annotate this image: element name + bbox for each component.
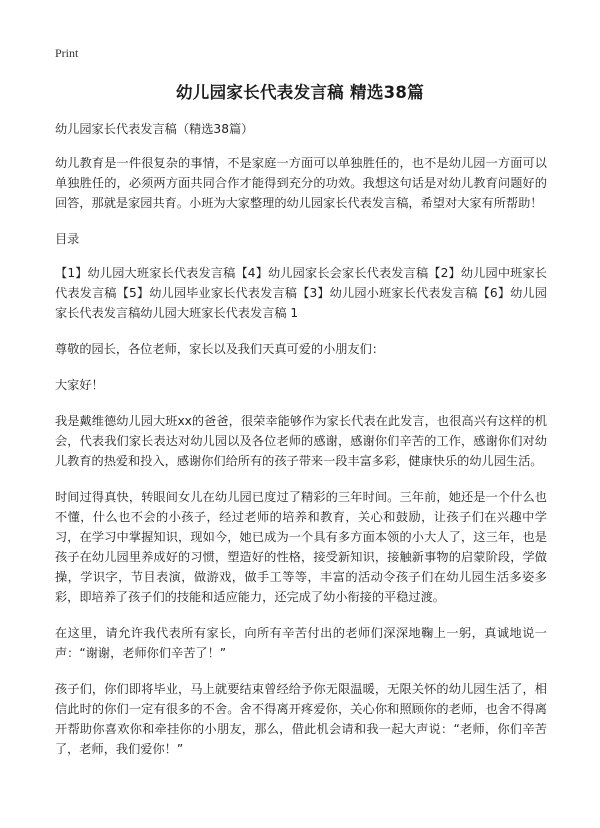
print-link[interactable]: Print — [55, 46, 79, 60]
body-paragraph-2: 时间过得真快，转眼间女儿在幼儿园已度过了精彩的三年时间。三年前，她还是一个什么也不懂，什么也不会的小孩子，经过老师的培养和教育，关心和鼓励，让孩子们在兴趣中学习，在学习中掌握知识，现如今，她已成为一个具有多方面本领的小大人了，这三年，也是孩子在幼儿园里养成好的习惯，塑造好的性格，接受新知识，接触新事物的启蒙阶段，学做操，学识字，节目表演，做游戏，做手工等等，丰富的活动令孩子们在幼儿园生活多姿多彩，即培养了孩子们的技能和适应能力，还完成了幼小衔接的平稳过渡。 — [55, 490, 547, 604]
greeting-paragraph: 尊敬的园长，各位老师，家长以及我们天真可爱的小朋友们： — [55, 342, 385, 356]
body-paragraph-4: 孩子们，你们即将毕业，马上就要结束曾经给予你无限温暖，无限关怀的幼儿园生活了，相信此时的你们一定有很多的不舍。舍不得离开疼爱你，关心你和照顾你的老师，也舍不得离开帮助你喜欢你和牵挂你的小朋友，那么，借此机会请和我一起大声说：“老师，你们辛苦了，老师，我们爱你！” — [55, 682, 547, 756]
toc-heading: 目录 — [55, 232, 80, 246]
hello-paragraph: 大家好！ — [55, 378, 104, 392]
subtitle-paragraph: 幼儿园家长代表发言稿（精选38篇） — [55, 122, 254, 136]
toc-paragraph: 【1】幼儿园大班家长代表发言稿【4】幼儿园家长会家长代表发言稿【2】幼儿园中班家长代表发言稿【5】幼儿园毕业家长代表发言稿【3】幼儿园小班家长代表发言稿【6】幼儿园家长代表发言稿幼儿园大班家长代表发言稿 1 — [55, 266, 547, 320]
body-paragraph-1: 我是戴维德幼儿园大班xx的爸爸，很荣幸能够作为家长代表在此发言，也很高兴有这样的机会，代表我们家长表达对幼儿园以及各位老师的感谢，感谢你们辛苦的工作，感谢你们对幼儿教育的热爱和投入，感谢你们给所有的孩子带来一段丰富多彩，健康快乐的幼儿园生活。 — [55, 414, 547, 468]
intro-paragraph: 幼儿教育是一件很复杂的事情，不是家庭一方面可以单独胜任的，也不是幼儿园一方面可以单独胜任的，必须两方面共同合作才能得到充分的功效。我想这句话是对幼儿教育问题好的回答，那就是家园共育。小班为大家整理的幼儿园家长代表发言稿，希望对大家有所帮助！ — [55, 156, 547, 210]
document-body — [55, 119, 547, 775]
body-paragraph-3: 在这里，请允许我代表所有家长，向所有辛苦付出的老师们深深地鞠上一躬，真诚地说一声：“谢谢，老师你们辛苦了！” — [55, 626, 547, 660]
document-title: 幼儿园家长代表发言稿 精选38篇 — [175, 83, 424, 102]
